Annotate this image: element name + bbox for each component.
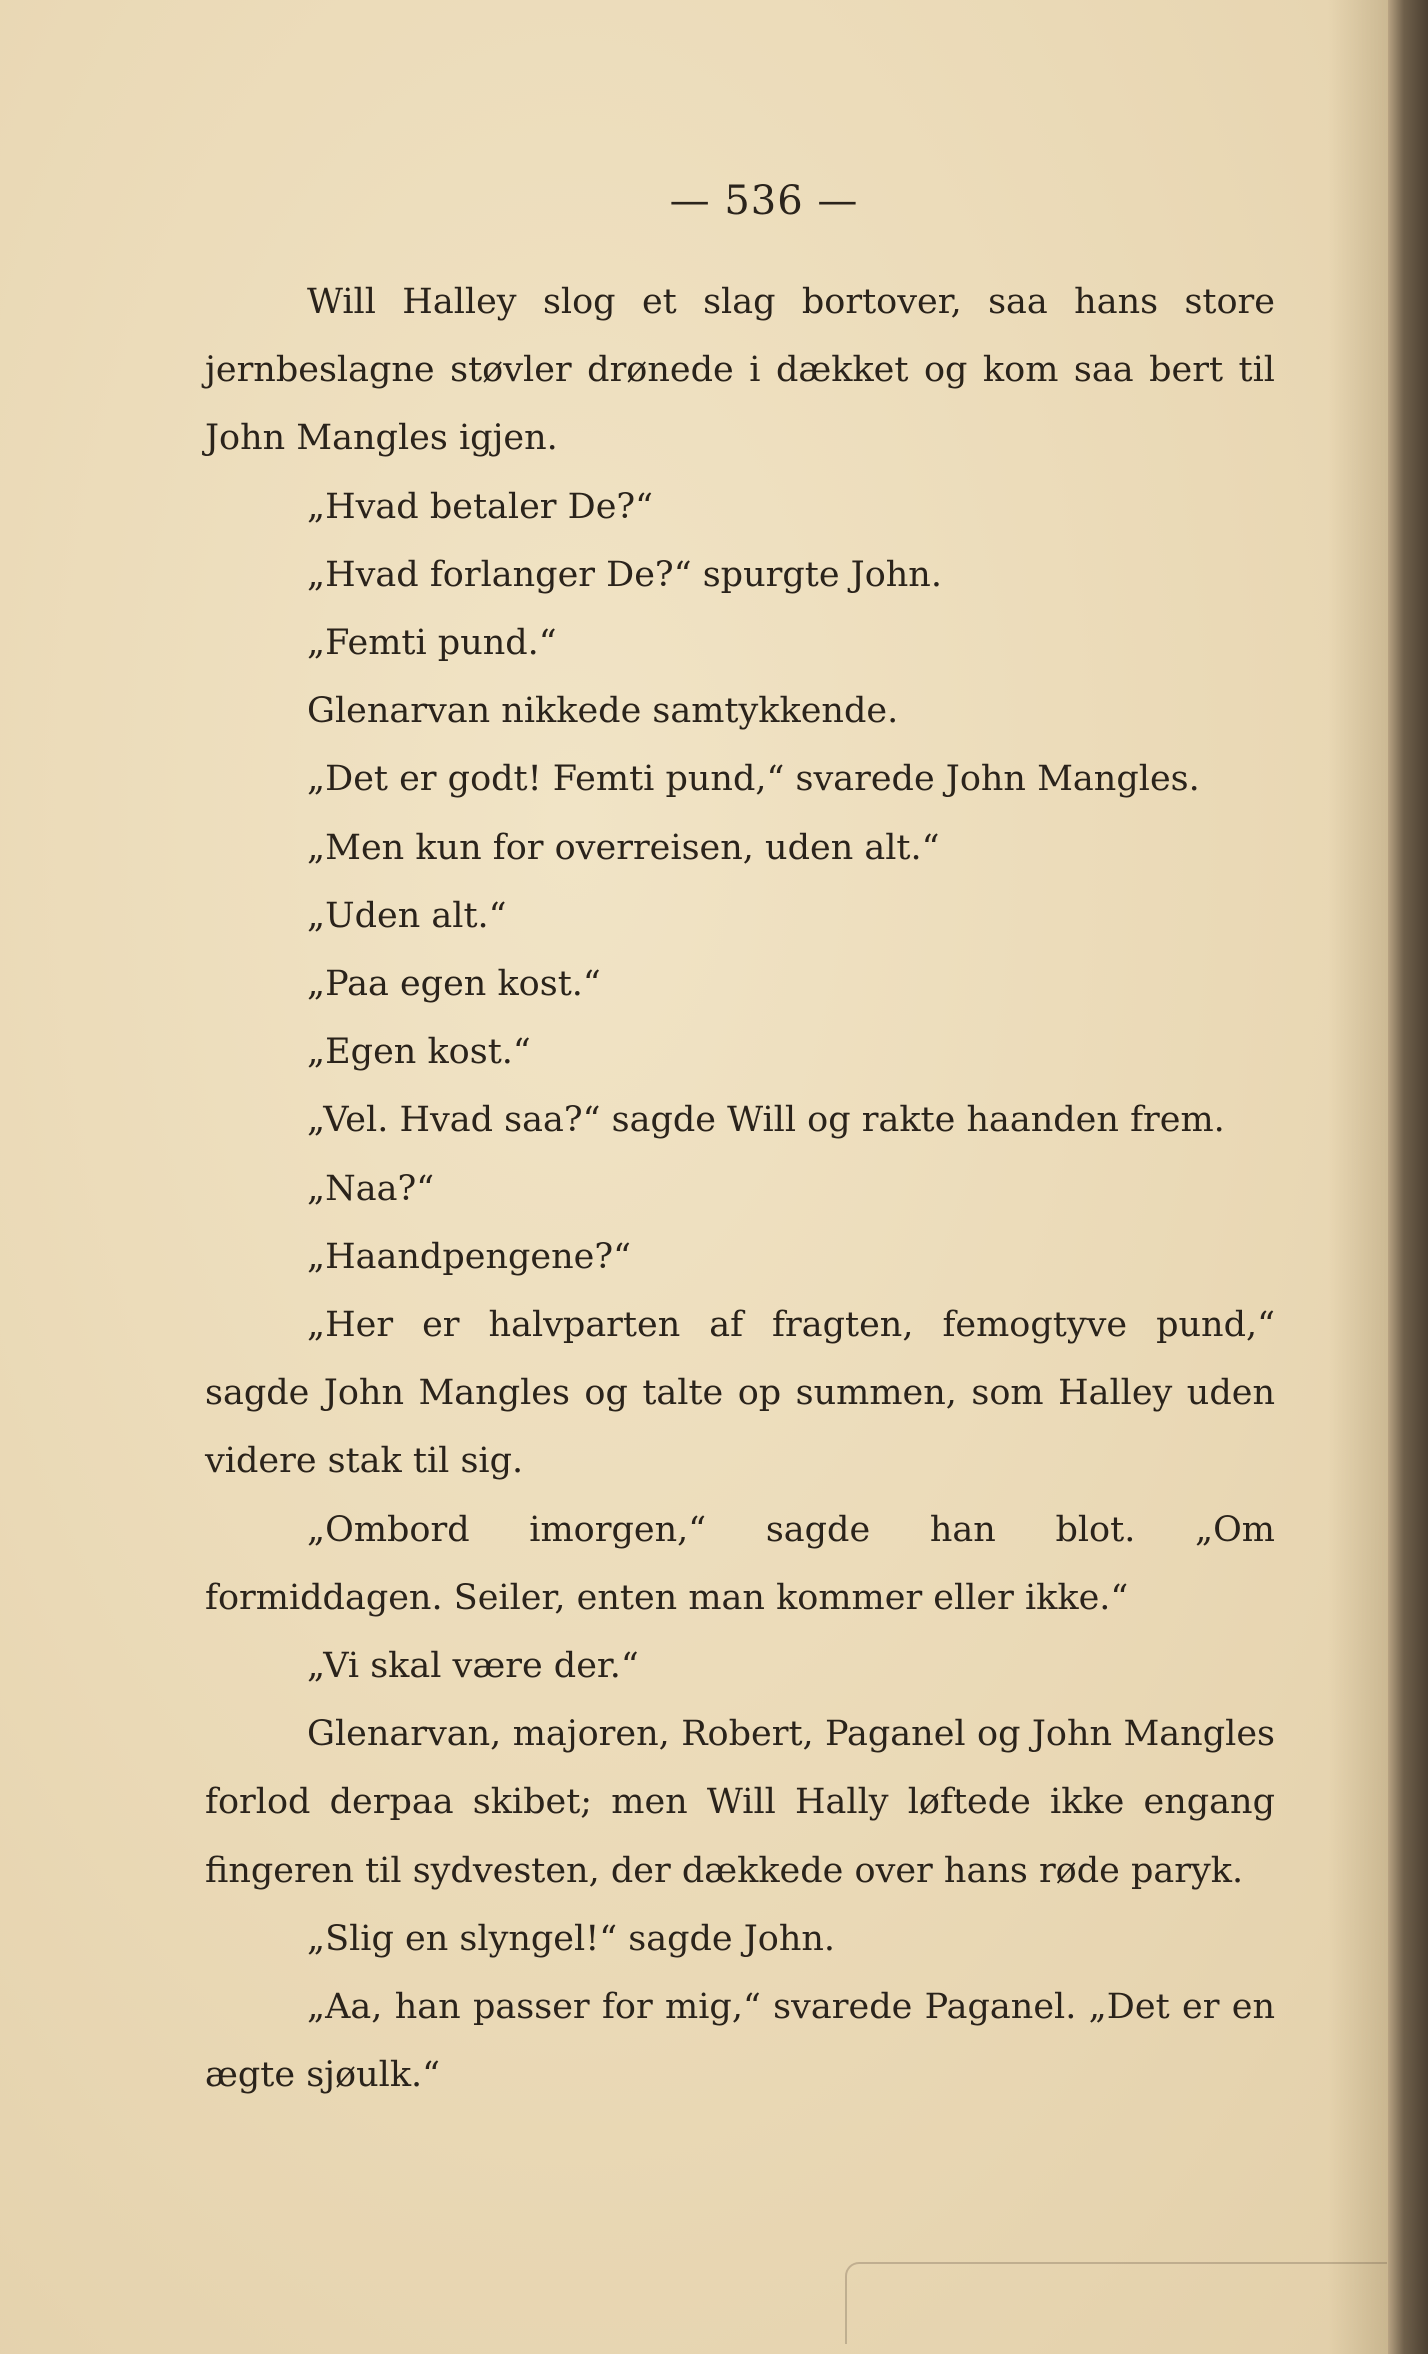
paragraph: „Hvad betaler De?“ [307, 486, 654, 527]
paragraph: „Ombord imorgen,“ sagde han blot. „Om formiddagen. Seiler, enten man kommer eller ikke.“ [205, 1509, 1275, 1618]
paragraph: „Paa egen kost.“ [307, 964, 601, 1005]
paragraph: „Egen kost.“ [307, 1032, 531, 1073]
paragraph: „Vel. Hvad saa?“ sagde Will og rakte haanden frem. [307, 1100, 1225, 1141]
paragraph: „Naa?“ [307, 1168, 435, 1209]
paragraph: „Men kun for overreisen, uden alt.“ [307, 827, 940, 868]
paragraph: „Vi skal være der.“ [307, 1646, 639, 1687]
paragraph: Will Halley slog et slag bortover, saa hans store jernbeslagne støvler drønede i dækket og kom saa bert til John Mangles igjen. [205, 282, 1275, 459]
paragraph: „Det er godt! Femti pund,“ svarede John Mangles. [307, 759, 1200, 800]
page-number: — 536 — [669, 178, 859, 224]
paragraph: Glenarvan, majoren, Robert, Paganel og John Mangles forlod derpaa skibet; men Will Hally løftede ikke engang fingeren til sydvesten, der dækkede over hans røde paryk. [205, 1714, 1275, 1891]
paragraph: „Haandpengene?“ [307, 1236, 632, 1277]
paragraph: „Her er halvparten af fragten, femogtyve pund,“ sagde John Mangles og talte op summen, som Halley uden videre stak til sig. [205, 1305, 1275, 1482]
gutter-shadow [1328, 0, 1388, 2354]
body-text [205, 268, 1275, 2109]
paragraph: Glenarvan nikkede samtykkende. [307, 691, 899, 732]
paragraph: „Slig en slyngel!“ sagde John. [307, 1918, 836, 1959]
paragraph: „Hvad forlanger De?“ spurgte John. [307, 554, 942, 595]
paragraph: „Femti pund.“ [307, 623, 557, 664]
book-spine [1388, 0, 1428, 2354]
paragraph: „Aa, han passer for mig,“ svarede Paganel. „Det er en ægte sjøulk.“ [205, 1987, 1275, 2096]
paragraph: „Uden alt.“ [307, 895, 507, 936]
page-corner-mark [845, 2262, 1387, 2344]
